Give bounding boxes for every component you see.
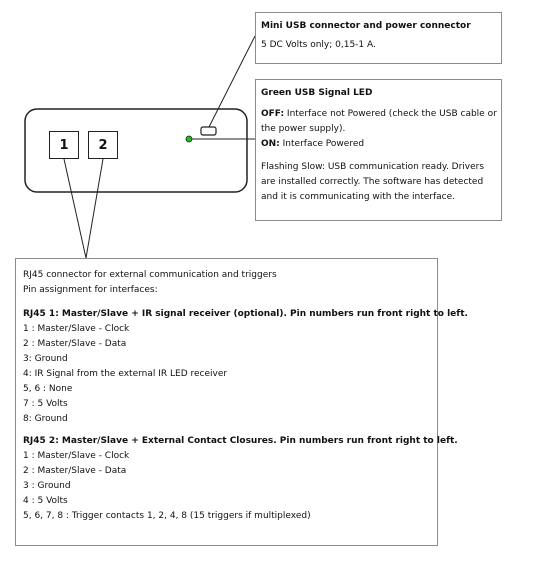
rj45-1-pin: 8: Ground <box>23 414 68 424</box>
led-callout <box>255 79 502 221</box>
usb-callout <box>255 12 502 64</box>
rj45-2-pin: 5, 6, 7, 8 : Trigger contacts 1, 2, 4, 8 (15 triggers if multiplexed) <box>23 511 311 521</box>
led-flashing-text: Flashing Slow: USB communication ready. Drivers are installed correctly. The software has detected and it is communicating with the interface. <box>261 162 485 202</box>
led-on-label: ON: <box>261 139 280 149</box>
led-title: Green USB Signal LED <box>261 88 373 98</box>
led-off-text: Interface not Powered (check the USB cable or the power supply). <box>261 109 497 134</box>
rj45-2-pin: 3 : Ground <box>23 481 71 491</box>
rj45-2-title: RJ45 2: Master/Slave + External Contact Closures. Pin numbers run front right to left. <box>23 436 458 446</box>
led-on-text: Interface Powered <box>279 139 365 149</box>
rj45-1-pin: 4: IR Signal from the external IR LED receiver <box>23 369 228 379</box>
rj45-intro-2: Pin assignment for interfaces: <box>23 285 158 295</box>
rj45-intro-1: RJ45 connector for external communication and triggers <box>23 270 277 280</box>
rj45-port-2: 2 <box>88 131 118 159</box>
rj45-2-pin: 4 : 5 Volts <box>23 496 68 506</box>
rj45-1-pin: 2 : Master/Slave - Data <box>23 339 127 349</box>
mini-usb-connector <box>201 127 216 135</box>
rj45-2-pin: 1 : Master/Slave - Clock <box>23 451 130 461</box>
rj45-1-pin: 7 : 5 Volts <box>23 399 68 409</box>
rj45-1-title: RJ45 1: Master/Slave + IR signal receiver (optional). Pin numbers run front right to left. <box>23 309 468 319</box>
rj45-callout <box>15 258 468 546</box>
led-off-label: OFF: <box>261 109 285 119</box>
led-off-line <box>261 107 501 137</box>
rj45-1-pin: 5, 6 : None <box>23 384 73 394</box>
usb-text: 5 DC Volts only; 0,15-1 A. <box>261 40 376 50</box>
usb-title: Mini USB connector and power connector <box>261 21 471 31</box>
led-on-line <box>261 137 501 152</box>
green-led <box>186 136 192 142</box>
rj45-1-pin: 3: Ground <box>23 354 68 364</box>
rj45-1-pin: 1 : Master/Slave - Clock <box>23 324 130 334</box>
rj45-port-1: 1 <box>49 131 79 159</box>
rj45-2-pin: 2 : Master/Slave - Data <box>23 466 127 476</box>
